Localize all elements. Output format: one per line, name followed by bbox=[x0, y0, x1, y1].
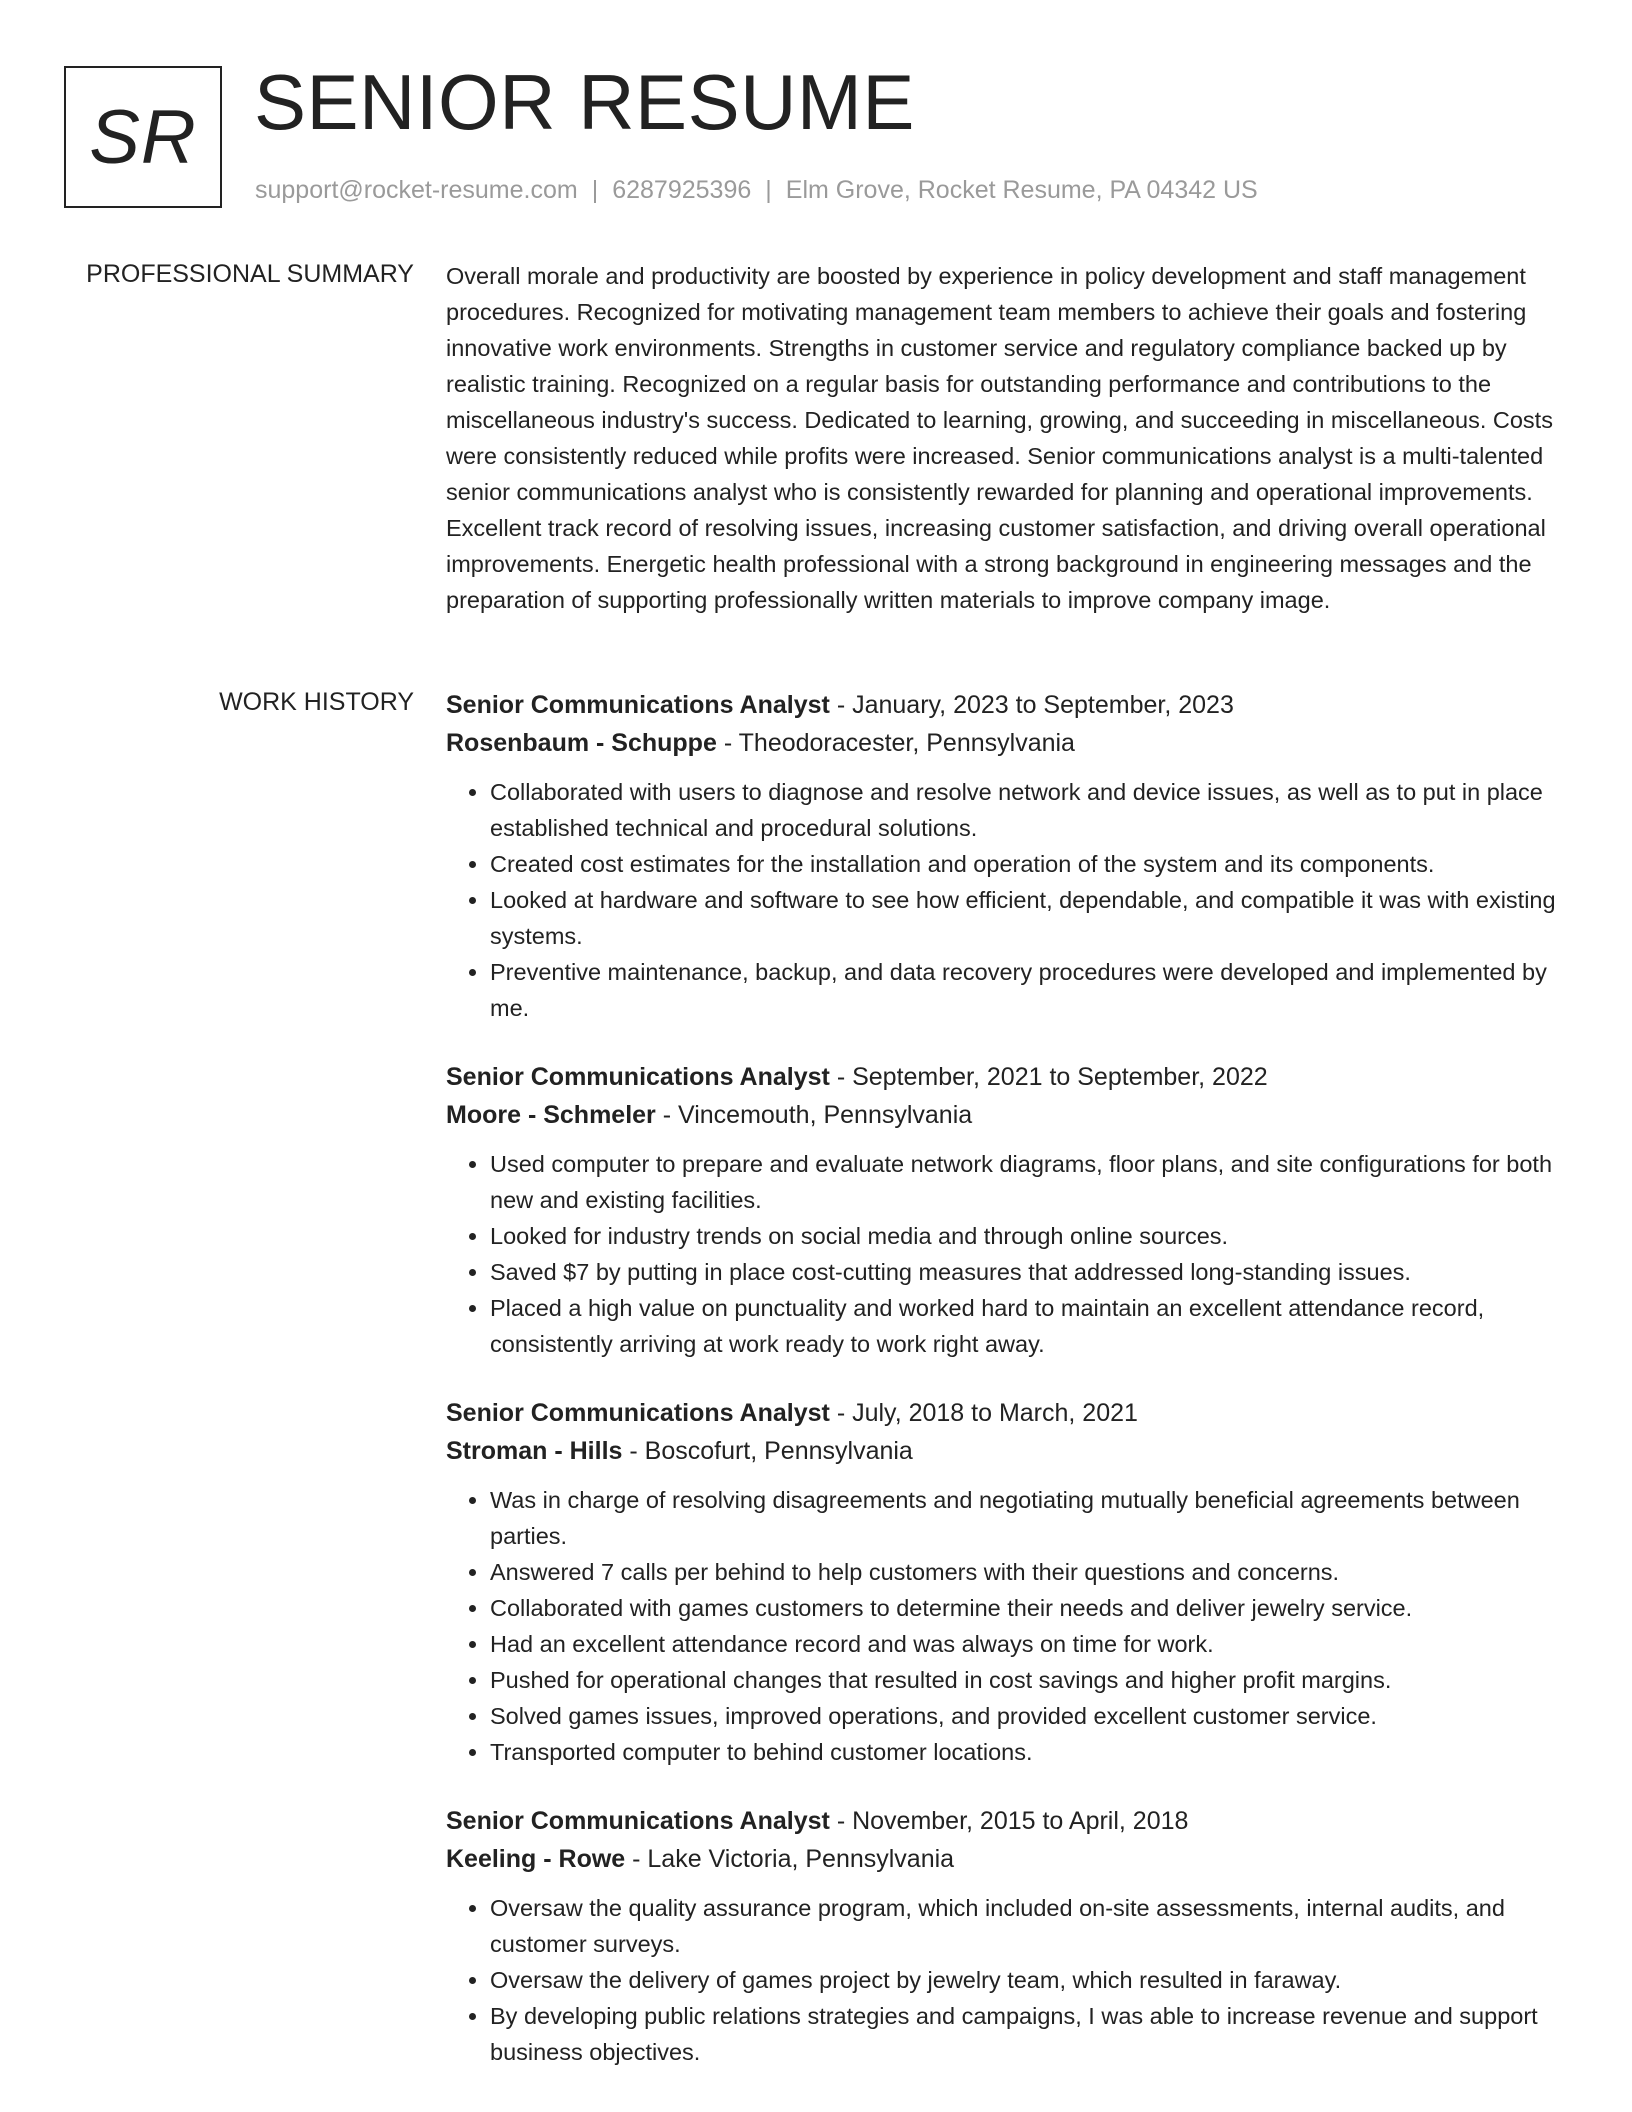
summary-text: Overall morale and productivity are boosted by experience in policy development and staff management procedures. Recognized for motivating management team members to achieve their goals and fostering innovative work environments. Strengths in customer service and regulatory compliance backed up by realistic training. Recognized on a regular basis for outstanding performance and contributions to the miscellaneous industry's success. Dedicated to learning, growing, and succeeding in miscellaneous. Costs were consistently reduced while profits were increased. Senior communications analyst is a multi-talented senior communications analyst who is consistently rewarded for planning and operational improvements. Excellent track record of resolving issues, increasing customer satisfaction, and driving overall operational improvements. Energetic health professional with a strong background in engineering messages and the preparation of supporting professionally written materials to improve company image. bbox=[446, 263, 1553, 613]
job-bullet: • Saved $7 by putting in place cost-cutting measures that addressed long-standing issues. bbox=[490, 1254, 1566, 1290]
job-location: - Lake Victoria, Pennsylvania bbox=[625, 1845, 955, 1873]
job-entry bbox=[446, 1394, 1566, 1770]
job-bullet: • Pushed for operational changes that resulted in cost savings and higher profit margins. bbox=[490, 1662, 1566, 1698]
job-bullets bbox=[446, 1146, 1566, 1362]
job-entry bbox=[446, 1058, 1566, 1362]
contact-address: Elm Grove, Rocket Resume, PA 04342 US bbox=[785, 176, 1258, 204]
job-title-line bbox=[446, 686, 1566, 724]
job-bullet: • Collaborated with games customers to determine their needs and deliver jewelry service. bbox=[490, 1590, 1566, 1626]
job-company-line bbox=[446, 1432, 1566, 1470]
job-bullet: • Looked at hardware and software to see how efficient, dependable, and compatible it was with existing systems. bbox=[490, 882, 1566, 954]
job-bullet: • Oversaw the delivery of games project by jewelry team, which resulted in faraway. bbox=[490, 1962, 1566, 1998]
contact-email: support@rocket-resume.com bbox=[255, 176, 578, 204]
job-bullet: • Preventive maintenance, backup, and data recovery procedures were developed and implemented by me. bbox=[490, 954, 1566, 1026]
job-bullet: • Created cost estimates for the installation and operation of the system and its components. bbox=[490, 846, 1566, 882]
monogram-text: SR bbox=[89, 94, 197, 180]
contact-separator: | bbox=[591, 176, 599, 204]
job-company-line bbox=[446, 1096, 1566, 1134]
work-history-list bbox=[446, 686, 1566, 2102]
job-company: Keeling - Rowe bbox=[446, 1845, 626, 1873]
job-location: - Vincemouth, Pennsylvania bbox=[655, 1101, 973, 1129]
job-bullet: • Transported computer to behind customer locations. bbox=[490, 1734, 1566, 1770]
job-location: - Boscofurt, Pennsylvania bbox=[622, 1437, 913, 1465]
job-location: - Theodoracester, Pennsylvania bbox=[716, 729, 1075, 757]
job-title: Senior Communications Analyst bbox=[446, 691, 830, 719]
work-history-section-label: WORK HISTORY bbox=[219, 688, 414, 716]
job-bullet: • Looked for industry trends on social media and through online sources. bbox=[490, 1218, 1566, 1254]
job-company-line bbox=[446, 1840, 1566, 1878]
job-entry bbox=[446, 686, 1566, 1026]
contact-line bbox=[255, 174, 1258, 206]
job-bullet: • Was in charge of resolving disagreements and negotiating mutually beneficial agreements between parties. bbox=[490, 1482, 1566, 1554]
job-company: Moore - Schmeler bbox=[446, 1101, 656, 1129]
job-dates: - September, 2021 to September, 2022 bbox=[829, 1063, 1268, 1091]
summary-section-label: PROFESSIONAL SUMMARY bbox=[86, 260, 414, 288]
job-company-line bbox=[446, 724, 1566, 762]
contact-phone: 6287925396 bbox=[612, 176, 752, 204]
job-bullet: • Had an excellent attendance record and was always on time for work. bbox=[490, 1626, 1566, 1662]
job-company: Stroman - Hills bbox=[446, 1437, 623, 1465]
job-bullets bbox=[446, 1482, 1566, 1770]
job-bullet: • Solved games issues, improved operations, and provided excellent customer service. bbox=[490, 1698, 1566, 1734]
job-title: Senior Communications Analyst bbox=[446, 1399, 830, 1427]
job-dates: - January, 2023 to September, 2023 bbox=[829, 691, 1234, 719]
job-dates: - November, 2015 to April, 2018 bbox=[829, 1807, 1189, 1835]
job-bullet: • Used computer to prepare and evaluate network diagrams, floor plans, and site configurations for both new and existing facilities. bbox=[490, 1146, 1566, 1218]
resume-name: SENIOR RESUME bbox=[254, 58, 915, 146]
job-bullets bbox=[446, 774, 1566, 1026]
contact-separator: | bbox=[765, 176, 772, 204]
job-title-line bbox=[446, 1058, 1566, 1096]
job-company: Rosenbaum - Schuppe bbox=[446, 729, 717, 757]
job-bullets bbox=[446, 1890, 1566, 2070]
job-entry bbox=[446, 1802, 1566, 2070]
job-title: Senior Communications Analyst bbox=[446, 1063, 830, 1091]
job-title: Senior Communications Analyst bbox=[446, 1807, 830, 1835]
job-title-line bbox=[446, 1394, 1566, 1432]
job-bullet: • Answered 7 calls per behind to help customers with their questions and concerns. bbox=[490, 1554, 1566, 1590]
job-bullet: • Placed a high value on punctuality and worked hard to maintain an excellent attendance record, consistently arriving at work ready to work right away. bbox=[490, 1290, 1566, 1362]
job-bullet: • By developing public relations strategies and campaigns, I was able to increase revenue and support business objectives. bbox=[490, 1998, 1566, 2070]
monogram-badge bbox=[64, 66, 222, 208]
job-bullet: • Collaborated with users to diagnose and resolve network and device issues, as well as to put in place established technical and procedural solutions. bbox=[490, 774, 1566, 846]
job-title-line bbox=[446, 1802, 1566, 1840]
job-dates: - July, 2018 to March, 2021 bbox=[829, 1399, 1138, 1427]
job-bullet: • Oversaw the quality assurance program, which included on-site assessments, internal audits, and customer surveys. bbox=[490, 1890, 1566, 1962]
